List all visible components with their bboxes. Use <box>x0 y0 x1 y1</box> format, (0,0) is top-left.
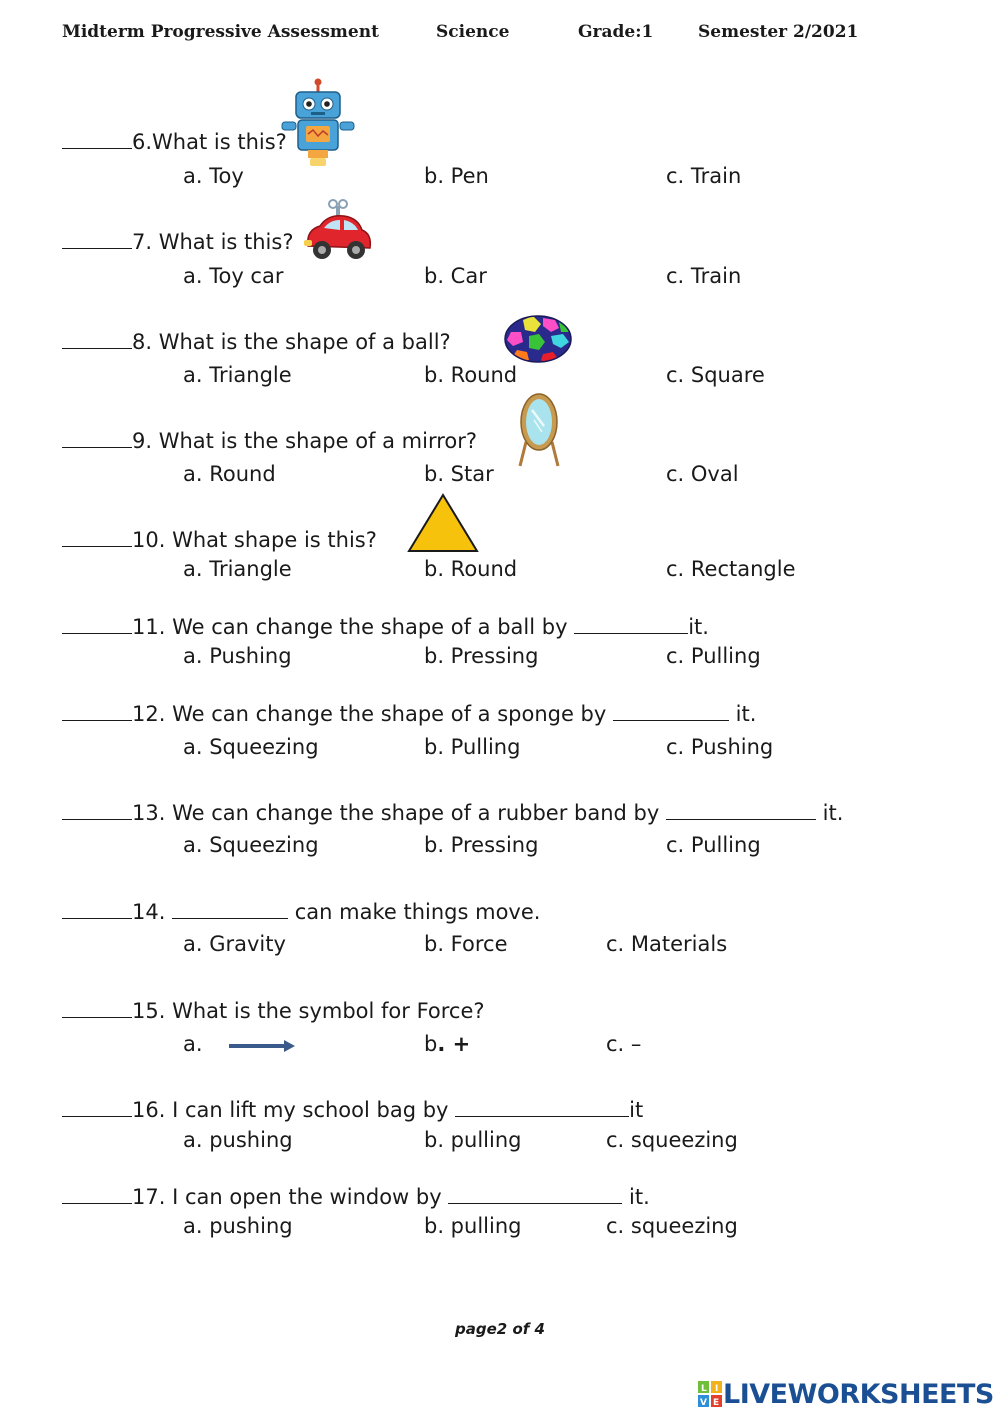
svg-text:V: V <box>700 1398 707 1408</box>
q15-option-b[interactable] <box>424 1032 470 1056</box>
fill-blank[interactable] <box>613 702 729 721</box>
answer-blank[interactable] <box>62 900 132 919</box>
q17-option-b[interactable]: b. pulling <box>424 1214 522 1238</box>
q10-option-c[interactable]: c. Rectangle <box>666 557 796 581</box>
question-text: 8. What is the shape of a ball? <box>132 330 451 354</box>
q15-option-c[interactable]: c. – <box>606 1032 642 1056</box>
q8-option-c[interactable]: c. Square <box>666 363 765 387</box>
svg-text:E: E <box>713 1398 720 1408</box>
question-17 <box>62 1185 650 1209</box>
answer-blank[interactable] <box>62 528 132 547</box>
q14-option-b[interactable]: b. Force <box>424 932 508 956</box>
fill-blank[interactable] <box>666 801 816 820</box>
question-6 <box>62 130 287 154</box>
answer-blank[interactable] <box>62 702 132 721</box>
answer-blank[interactable] <box>62 130 132 149</box>
question-14 <box>62 900 540 924</box>
question-text: 6.What is this? <box>132 130 287 154</box>
answer-blank[interactable] <box>62 999 132 1018</box>
option-letter: b <box>424 1032 438 1056</box>
q14-option-c[interactable]: c. Materials <box>606 932 728 956</box>
question-text-end: it <box>629 1098 644 1122</box>
q14-option-a[interactable]: a. Gravity <box>183 932 286 956</box>
question-text: 16. I can lift my school bag by <box>132 1098 456 1122</box>
fill-blank[interactable] <box>574 615 688 634</box>
question-8 <box>62 330 451 354</box>
question-text: 7. What is this? <box>132 230 294 254</box>
q6-option-b[interactable]: b. Pen <box>424 164 489 188</box>
q6-option-a[interactable]: a. Toy <box>183 164 244 188</box>
question-text: 9. What is the shape of a mirror? <box>132 429 478 453</box>
plus-symbol: . + <box>437 1032 471 1056</box>
q10-option-a[interactable]: a. Triangle <box>183 557 292 581</box>
q11-option-c[interactable]: c. Pulling <box>666 644 761 668</box>
q12-option-a[interactable]: a. Squeezing <box>183 735 319 759</box>
question-text-end: it. <box>622 1185 650 1209</box>
svg-text:L: L <box>701 1384 707 1394</box>
answer-blank[interactable] <box>62 615 132 634</box>
question-text-end: it. <box>729 702 757 726</box>
q8-option-a[interactable]: a. Triangle <box>183 363 292 387</box>
answer-blank[interactable] <box>62 429 132 448</box>
question-9 <box>62 429 477 453</box>
mirror-icon <box>514 392 564 468</box>
answer-blank[interactable] <box>62 1098 132 1117</box>
answer-blank[interactable] <box>62 230 132 249</box>
page-number: page2 of 4 <box>455 1320 545 1338</box>
question-text: 14. <box>132 900 173 924</box>
question-15 <box>62 999 485 1023</box>
answer-blank[interactable] <box>62 1185 132 1204</box>
question-13 <box>62 801 843 825</box>
robot-toy-icon <box>280 78 356 170</box>
q10-option-b[interactable]: b. Round <box>424 557 518 581</box>
question-text: 12. We can change the shape of a sponge by <box>132 702 613 726</box>
q13-option-a[interactable]: a. Squeezing <box>183 833 319 857</box>
answer-blank[interactable] <box>62 801 132 820</box>
q13-option-c[interactable]: c. Pulling <box>666 833 761 857</box>
q7-option-a[interactable]: a. Toy car <box>183 264 284 288</box>
semester-label: Semester 2/2021 <box>698 22 859 42</box>
question-16 <box>62 1098 643 1122</box>
question-text: 17. I can open the window by <box>132 1185 449 1209</box>
fill-blank[interactable] <box>448 1185 622 1204</box>
triangle-icon <box>406 492 480 554</box>
q9-option-c[interactable]: c. Oval <box>666 462 739 486</box>
subject-label: Science <box>436 22 510 42</box>
ball-icon <box>503 314 573 364</box>
q12-option-c[interactable]: c. Pushing <box>666 735 774 759</box>
question-text-end: it. <box>688 615 709 639</box>
q17-option-a[interactable]: a. pushing <box>183 1214 293 1238</box>
question-text: 15. What is the symbol for Force? <box>132 999 485 1023</box>
fill-blank[interactable] <box>455 1098 629 1117</box>
question-text: 11. We can change the shape of a ball by <box>132 615 575 639</box>
question-text: 13. We can change the shape of a rubber band by <box>132 801 666 825</box>
question-7 <box>62 230 293 254</box>
question-text-end: it. <box>815 801 844 825</box>
question-text-end: can make things move. <box>288 900 541 924</box>
question-text: 10. What shape is this? <box>132 528 377 552</box>
brand-name: LIVEWORKSHEETS <box>723 1378 994 1410</box>
q13-option-b[interactable]: b. Pressing <box>424 833 539 857</box>
q15-option-a[interactable]: a. <box>183 1032 203 1056</box>
q8-option-b[interactable]: b. Round <box>424 363 518 387</box>
q17-option-c[interactable]: c. squeezing <box>606 1214 738 1238</box>
q7-option-b[interactable]: b. Car <box>424 264 487 288</box>
q16-option-c[interactable]: c. squeezing <box>606 1128 738 1152</box>
q9-option-b[interactable]: b. Star <box>424 462 494 486</box>
grade-label: Grade:1 <box>578 22 654 42</box>
question-10 <box>62 528 377 552</box>
toy-car-icon <box>300 196 376 268</box>
q6-option-c[interactable]: c. Train <box>666 164 742 188</box>
svg-text:I: I <box>715 1384 719 1394</box>
question-12 <box>62 702 756 726</box>
q7-option-c[interactable]: c. Train <box>666 264 742 288</box>
q11-option-b[interactable]: b. Pressing <box>424 644 539 668</box>
worksheet-header <box>62 22 942 48</box>
q9-option-a[interactable]: a. Round <box>183 462 276 486</box>
q16-option-b[interactable]: b. pulling <box>424 1128 522 1152</box>
assessment-title: Midterm Progressive Assessment <box>62 22 379 42</box>
q16-option-a[interactable]: a. pushing <box>183 1128 293 1152</box>
fill-blank[interactable] <box>172 900 288 919</box>
liveworksheets-logo[interactable] <box>697 1378 994 1410</box>
liveworksheets-logo-icon <box>697 1380 723 1408</box>
answer-blank[interactable] <box>62 330 132 349</box>
arrow-right-icon[interactable] <box>228 1038 296 1054</box>
q12-option-b[interactable]: b. Pulling <box>424 735 521 759</box>
question-11 <box>62 615 709 639</box>
q11-option-a[interactable]: a. Pushing <box>183 644 292 668</box>
